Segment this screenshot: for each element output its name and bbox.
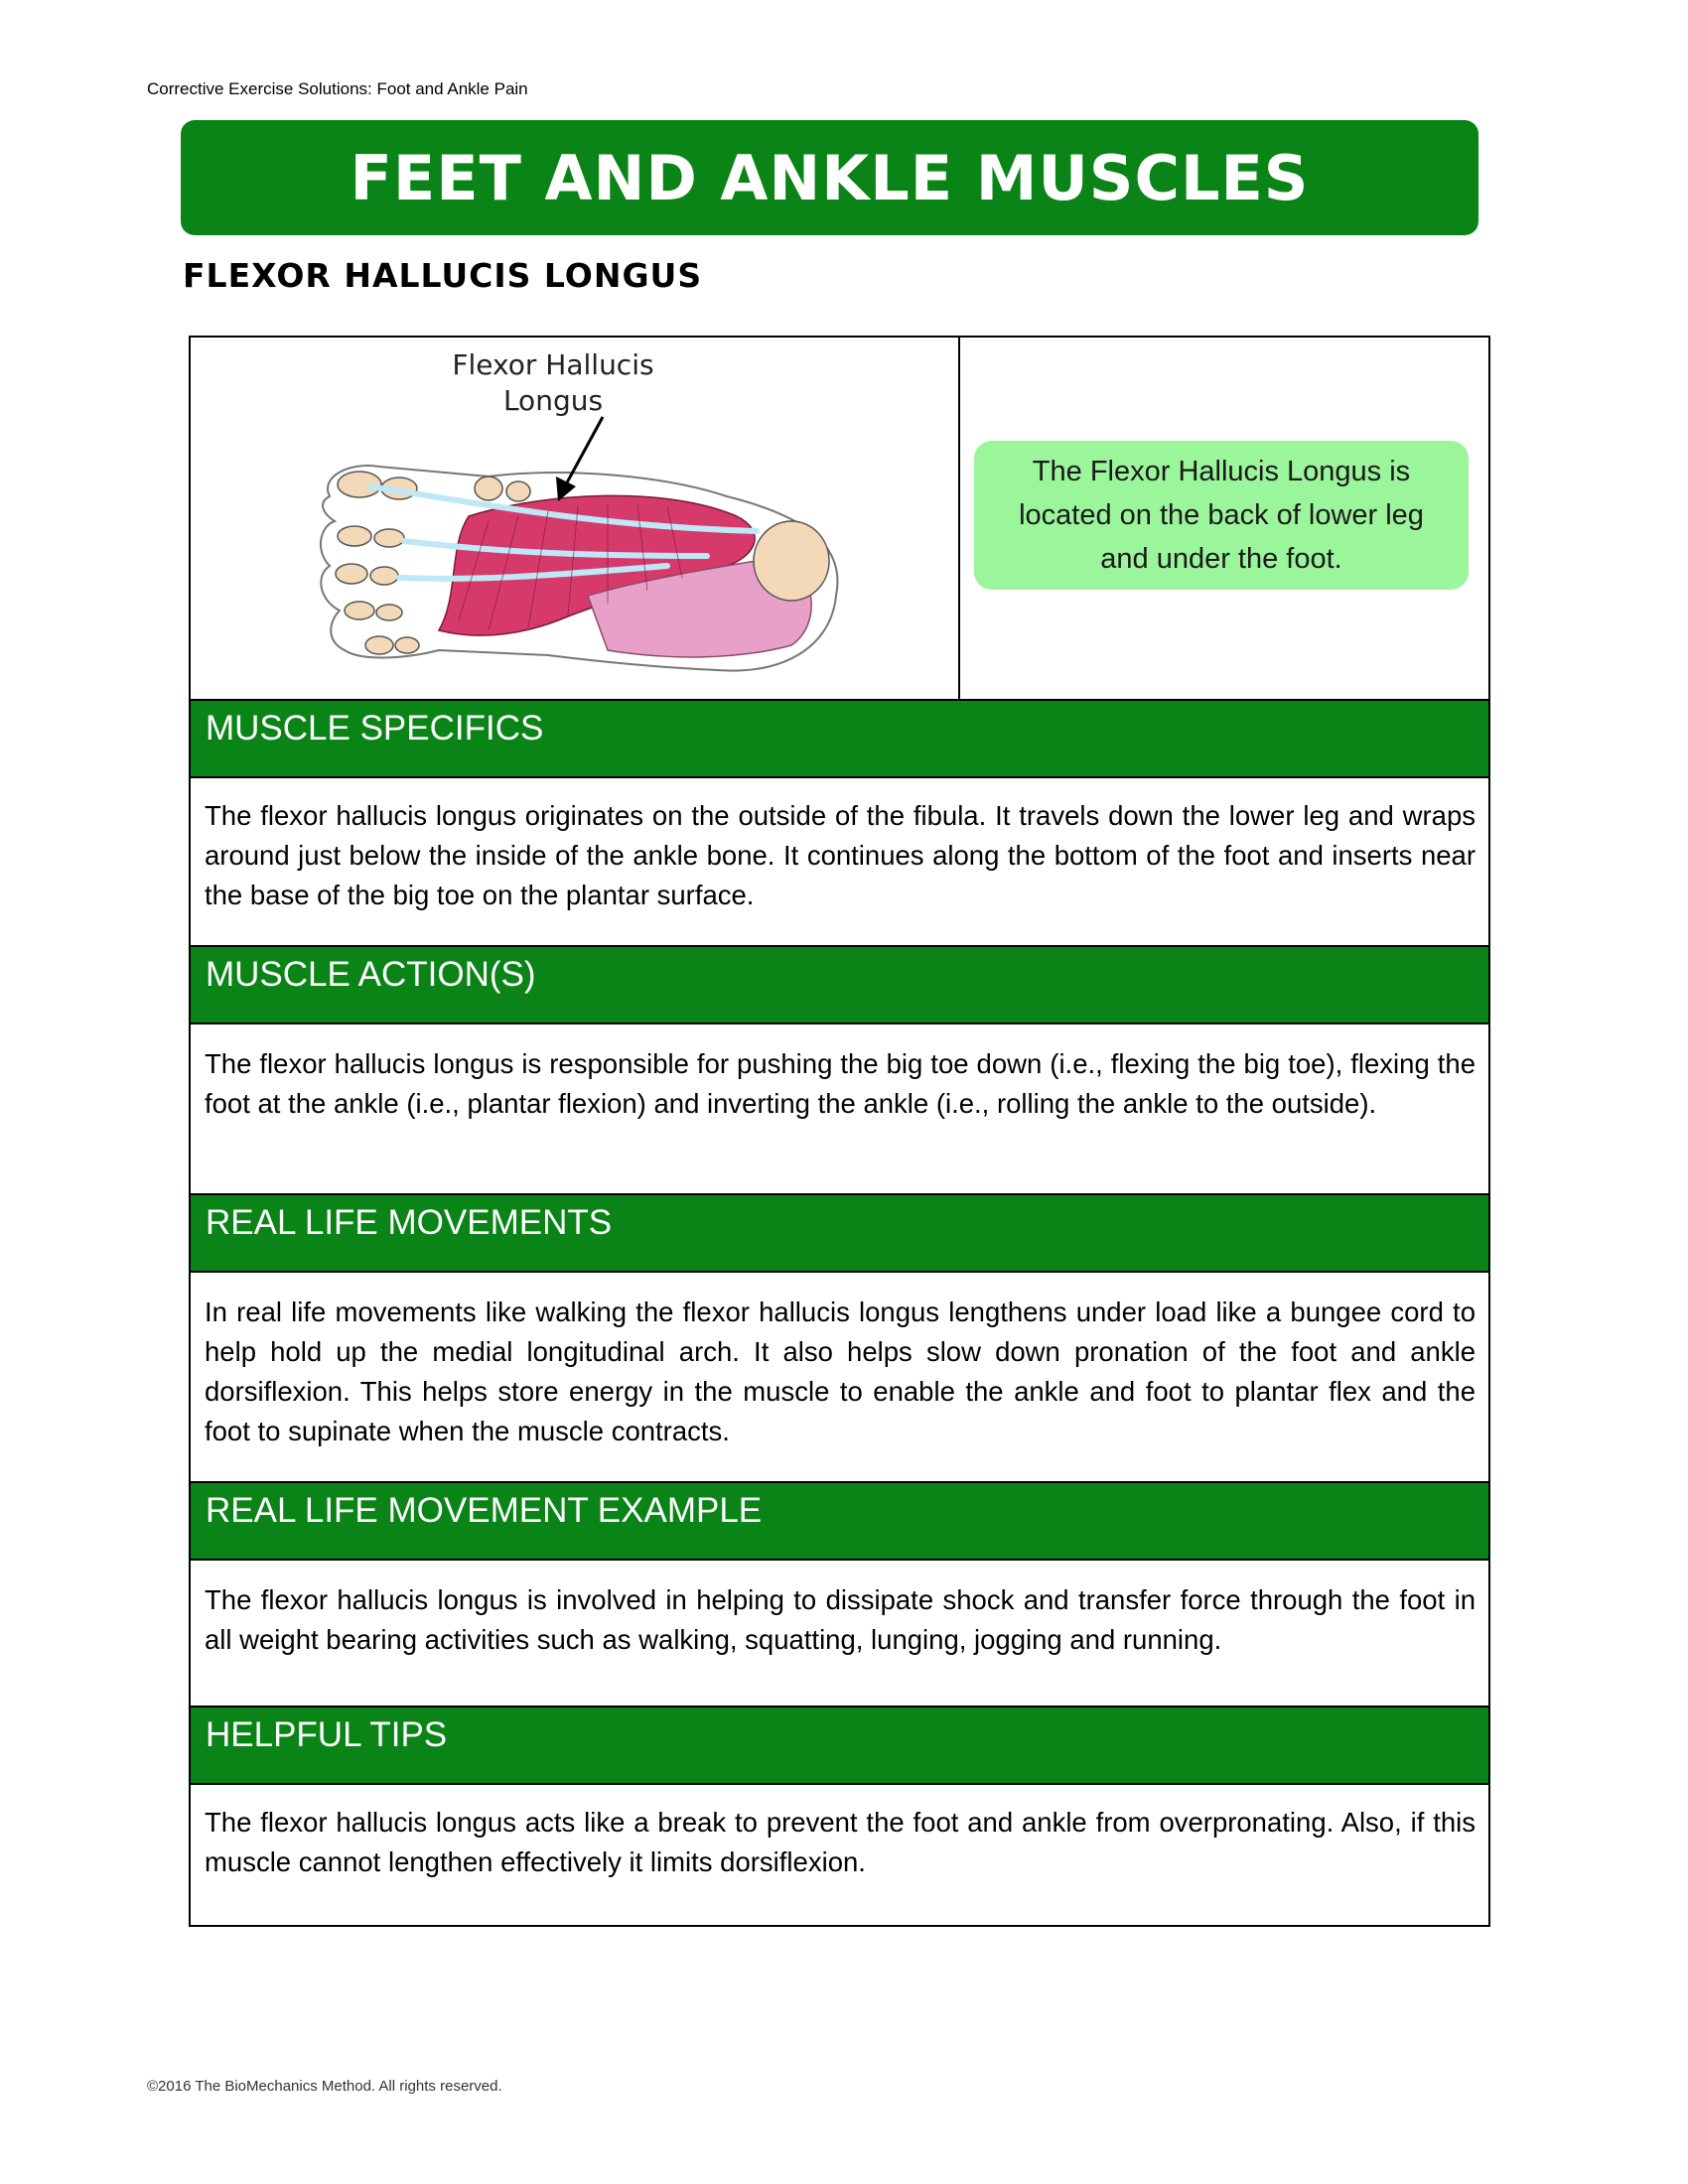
heel-bone [754,521,829,601]
section-heading-muscle-actions [191,945,1488,1024]
section-heading-text: REAL LIFE MOVEMENTS [206,1203,613,1242]
section-heading-text: MUSCLE SPECIFICS [206,709,544,748]
title-banner [181,120,1478,235]
section-body-helpful-tips: The flexor hallucis longus acts like a break to prevent the foot and ankle from overpronating. Also, if this muscle cannot lengthen effectively it limits dorsiflexion. [205,1807,1476,1877]
section-heading-real-life-movements [191,1193,1488,1273]
location-callout: The Flexor Hallucis Longus is located on the back of lower leg and under the foot. [974,441,1469,590]
figure-label-line-1: Flexor Hallucis [452,348,654,381]
section-heading-helpful-tips [191,1706,1488,1785]
section-body-muscle-actions: The flexor hallucis longus is responsible for pushing the big toe down (i.e., flexing the big toe), flexing the foot at the ankle (i.e., plantar flexion) and inverting the ankle (i.e., rolling the ankle to the outside). [205,1048,1476,1119]
section-heading-text: REAL LIFE MOVEMENT EXAMPLE [206,1491,763,1530]
section-body-real-life-movements: In real life movements like walking the flexor hallucis longus lengthens under load like a bungee cord to help hold up the medial longitudinal arch. It also helps slow down pronation of the foot and ankle dorsiflexion. This helps store energy in the muscle to enable the ankle and foot to plantar flex and the foot to supinate when the muscle contracts. [205,1297,1476,1446]
muscle-name-subtitle: FLEXOR HALLUCIS LONGUS [183,256,703,295]
section-heading-text: HELPFUL TIPS [206,1715,448,1754]
figure-row [191,338,1488,701]
section-body-muscle-specifics: The flexor hallucis longus originates on the outside of the fibula. It travels down the lower leg and wraps around just below the inside of the ankle bone. It continues along the bottom of the foot and inserts near the base of the big toe on the plantar surface. [205,800,1476,910]
figure-cell [191,338,960,701]
section-heading-real-life-movement-example [191,1481,1488,1561]
section-heading-text: MUSCLE ACTION(S) [206,955,536,994]
running-header: Corrective Exercise Solutions: Foot and Ankle Pain [147,79,528,98]
section-body-real-life-movement-example: The flexor hallucis longus is involved in helping to dissipate shock and transfer force through the foot in all weight bearing activities such as walking, squatting, lunging, jogging and running. [205,1584,1476,1655]
foot-muscle-illustration [290,407,846,695]
figure-label-line-2: Longus [502,384,604,417]
content-table [189,336,1490,1927]
page-title: FEET AND ANKLE MUSCLES [350,141,1310,214]
copyright-footer: ©2016 The BioMechanics Method. All rights reserved. [147,2078,502,2095]
section-heading-muscle-specifics [191,699,1488,778]
